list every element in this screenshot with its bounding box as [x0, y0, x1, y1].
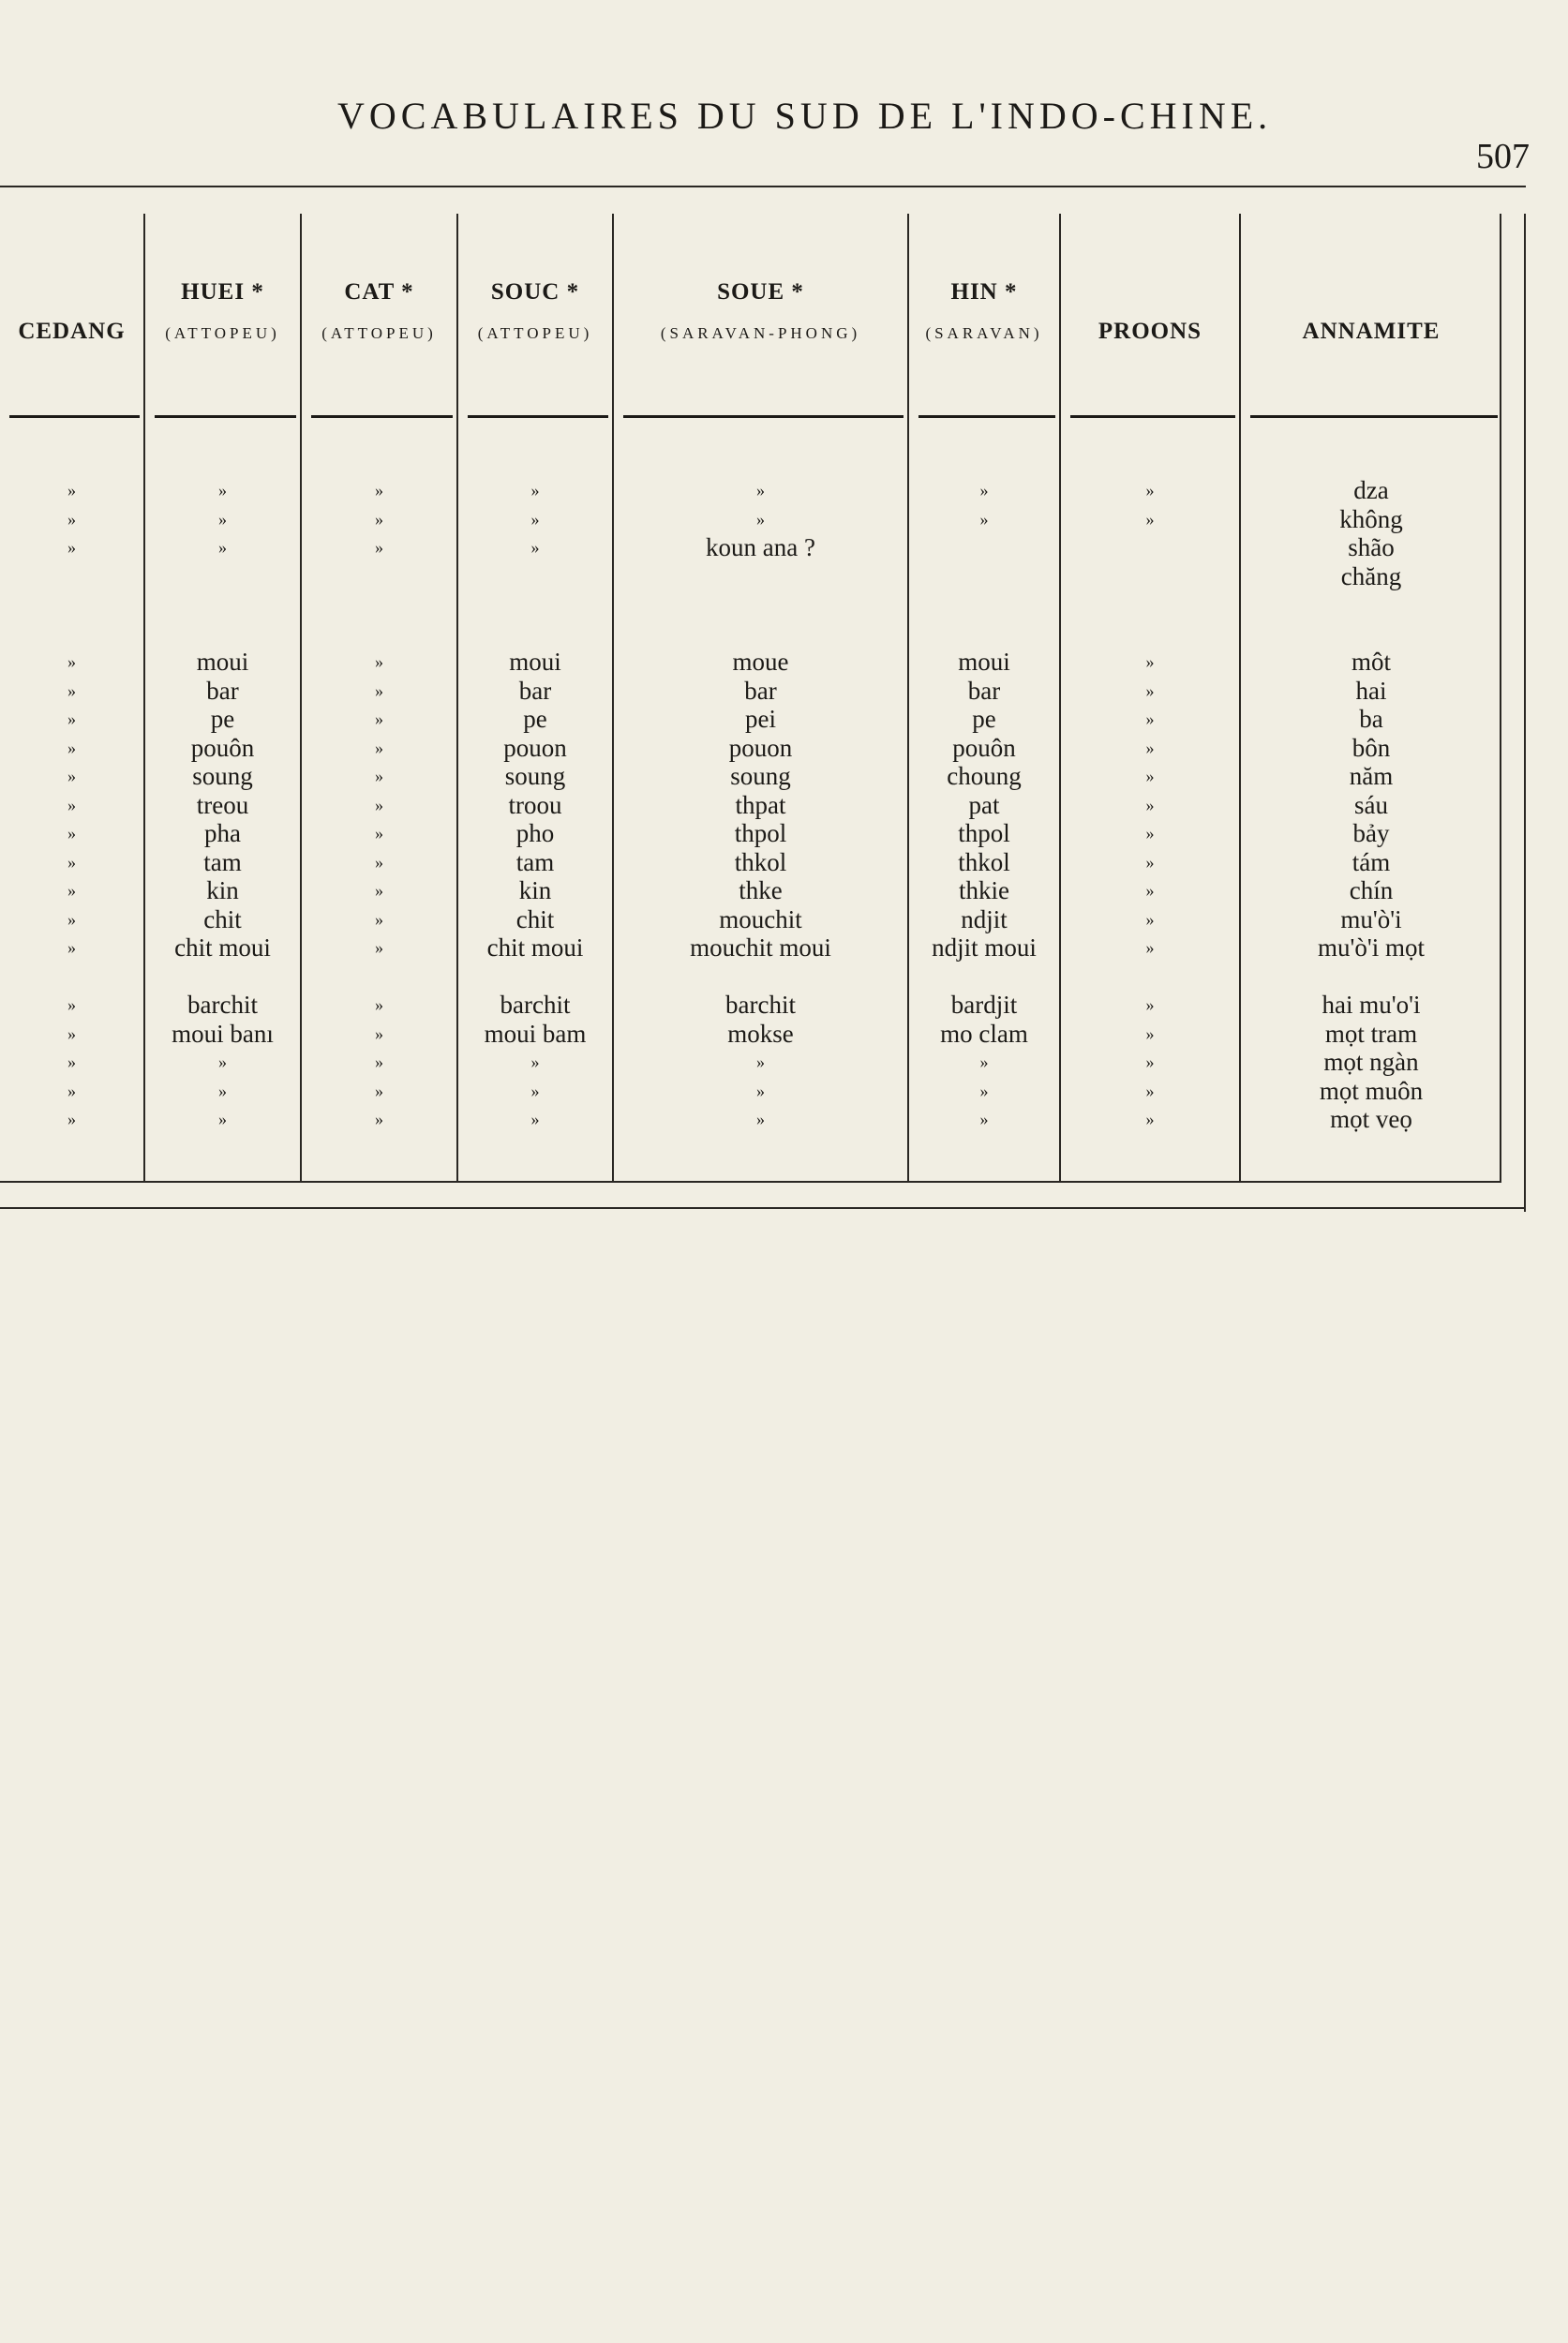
- column-souc: [456, 214, 612, 1183]
- table-cell-empty: [458, 619, 612, 649]
- page-title: VOCABULAIRES DU SUD DE L'INDO-CHINE.: [337, 95, 1273, 137]
- table-cell: »: [530, 509, 540, 529]
- column-header: [614, 214, 907, 410]
- table-cell: troou: [508, 790, 562, 819]
- column-cat: [300, 214, 456, 1183]
- column-header-name: HIN *: [950, 279, 1018, 305]
- table-cell: bar: [518, 676, 552, 705]
- table-cell-empty: [302, 963, 456, 992]
- table-cell: »: [375, 652, 383, 671]
- column-hin: [907, 214, 1059, 1183]
- column-header: [145, 214, 300, 410]
- table-cell: thkol: [958, 847, 1010, 876]
- table-cell-empty: [909, 963, 1059, 992]
- table-cell-empty: [1241, 963, 1501, 992]
- table-cell: thpat: [735, 790, 786, 819]
- column-header-name: CAT *: [344, 279, 414, 305]
- table-cell: ndjit: [961, 904, 1008, 933]
- vocabulary-table: [0, 214, 1526, 1212]
- table-cell-empty: [145, 619, 300, 649]
- table-cell-empty: [1241, 619, 1501, 649]
- table-cell: mọt ngàn: [1323, 1048, 1419, 1076]
- table-cell: »: [756, 1110, 765, 1128]
- table-cell-empty: [145, 963, 300, 992]
- table-cell-empty: [909, 619, 1059, 649]
- table-cell: »: [375, 795, 383, 814]
- table-cell-empty: [614, 590, 907, 619]
- column-header: [302, 214, 456, 410]
- table-cell: chit: [515, 904, 555, 933]
- table-cell: »: [979, 1052, 989, 1071]
- table-cell: »: [375, 1052, 383, 1071]
- table-cell: moui: [509, 648, 561, 676]
- top-rule: [0, 186, 1526, 187]
- column-cells: [458, 476, 612, 1134]
- table-cell: »: [375, 767, 383, 785]
- header-underline: [623, 415, 903, 418]
- table-cell: pe: [972, 705, 996, 733]
- table-cell: pei: [745, 705, 776, 733]
- table-cell: »: [375, 1110, 383, 1128]
- table-cell: hai mu'o'i: [1322, 991, 1421, 1019]
- table-cell: »: [1145, 652, 1155, 671]
- table-cell: »: [375, 509, 383, 529]
- table-cell: »: [1145, 938, 1155, 957]
- table-cell: pha: [204, 819, 241, 847]
- table-cell: »: [67, 709, 76, 728]
- column-header-name: PROONS: [1098, 319, 1202, 344]
- table-cell: »: [375, 938, 383, 957]
- table-cell: »: [1145, 1023, 1155, 1043]
- table-cell: »: [1145, 767, 1155, 785]
- table-cell: chăng: [1340, 561, 1402, 590]
- table-cell: »: [1145, 1081, 1155, 1100]
- table-cell: mouchit moui: [690, 933, 831, 962]
- table-cell: mu'ò'i mọt: [1318, 933, 1425, 962]
- table-cell: soung: [504, 762, 566, 790]
- table-cell-empty: [145, 562, 300, 591]
- header-underline: [1250, 415, 1498, 418]
- column-header-region: (SARAVAN): [925, 324, 1043, 342]
- table-cell: pe: [523, 705, 547, 733]
- table-cell: sáu: [1354, 790, 1388, 819]
- column-cells: [145, 476, 300, 1134]
- table-cell: choung: [947, 762, 1022, 790]
- table-cell: kin: [206, 876, 239, 904]
- column-cells: [909, 476, 1059, 1134]
- column-cedang: [0, 214, 143, 1183]
- table-cell: »: [1145, 738, 1155, 757]
- table-cell: mu'ò'i: [1340, 904, 1402, 933]
- table-cell: tam: [515, 847, 555, 876]
- table-cell: bảy: [1352, 819, 1390, 847]
- table-cell: pouon: [503, 733, 567, 762]
- table-cell: kin: [518, 876, 552, 904]
- table-cell: hai: [1355, 676, 1387, 705]
- table-cell: bôn: [1351, 733, 1391, 762]
- table-cell-empty: [614, 619, 907, 649]
- table-cell-empty: [458, 562, 612, 591]
- table-cell-empty: [302, 562, 456, 591]
- column-header-name: SOUC *: [490, 279, 580, 305]
- table-cell: »: [67, 509, 76, 529]
- table-cell: »: [979, 481, 989, 500]
- table-cell: »: [67, 852, 76, 872]
- table-cell: »: [530, 538, 540, 557]
- table-cell-empty: [1061, 963, 1239, 992]
- table-cell: »: [1145, 1052, 1155, 1071]
- column-header: [458, 214, 612, 410]
- table-cell: barchit: [187, 991, 258, 1019]
- table-cell: »: [530, 1052, 540, 1071]
- table-cell: »: [1145, 509, 1155, 529]
- table-cell: bar: [744, 676, 777, 705]
- table-cell: thpol: [958, 819, 1010, 847]
- table-cell: »: [67, 909, 76, 929]
- table-cell: shão: [1348, 533, 1395, 561]
- table-cell: »: [375, 852, 383, 872]
- table-cell: moui banı: [172, 1019, 274, 1048]
- table-cell: »: [375, 909, 383, 929]
- table-cell: moui: [196, 648, 249, 676]
- table-cell: soung: [730, 762, 791, 790]
- table-cell: »: [1145, 824, 1155, 843]
- table-cell: »: [1145, 909, 1155, 929]
- table-cell: »: [375, 538, 383, 557]
- table-cell: năm: [1349, 762, 1394, 790]
- table-cell: pouôn: [190, 733, 255, 762]
- column-header-region: (ATTOPEU): [165, 324, 280, 342]
- table-cell: »: [67, 1110, 76, 1128]
- table-cell: »: [375, 680, 383, 700]
- table-cell: »: [1145, 795, 1155, 814]
- table-cell: môt: [1351, 648, 1391, 676]
- header-underline: [468, 415, 608, 418]
- table-cell: »: [979, 509, 989, 529]
- table-cell: mouchit: [719, 904, 802, 933]
- column-cells: [302, 476, 456, 1134]
- table-cell: »: [375, 709, 383, 728]
- table-cell: soung: [192, 762, 253, 790]
- table-cell: »: [756, 1081, 765, 1100]
- table-cell: mọt veọ: [1330, 1105, 1412, 1133]
- table-cell-empty: [1061, 533, 1239, 562]
- table-cell: moui: [958, 648, 1010, 676]
- table-cell: »: [1145, 709, 1155, 728]
- table-inner-frame: [0, 214, 1501, 1183]
- table-cell: »: [67, 738, 76, 757]
- table-cell-empty: [0, 963, 143, 992]
- table-cell-empty: [458, 590, 612, 619]
- table-cell: mọt muôn: [1319, 1076, 1424, 1105]
- column-cells: [1241, 476, 1501, 1134]
- table-cell-empty: [302, 590, 456, 619]
- table-cell: »: [375, 995, 383, 1014]
- table-cell: »: [530, 1081, 540, 1100]
- header-underline: [9, 415, 140, 418]
- column-proons: [1059, 214, 1239, 1183]
- column-header: [1061, 214, 1239, 410]
- table-cell: treou: [196, 790, 249, 819]
- column-header-name: CEDANG: [18, 319, 126, 344]
- table-cell: »: [375, 881, 383, 900]
- column-header-name: HUEI *: [181, 279, 264, 305]
- header-underline: [1070, 415, 1235, 418]
- table-cell-empty: [0, 562, 143, 591]
- table-cell: »: [1145, 1110, 1155, 1128]
- table-cell: thkol: [734, 847, 787, 876]
- table-cell: thke: [739, 876, 783, 904]
- table-cell: moue: [732, 648, 789, 676]
- table-cell: moui bam: [484, 1019, 587, 1048]
- table-cell-empty: [614, 562, 907, 591]
- table-cell: »: [1145, 852, 1155, 872]
- table-cell: »: [67, 1052, 76, 1071]
- table-cell: tam: [203, 847, 242, 876]
- table-cell: chit moui: [174, 933, 271, 962]
- column-header-region: (SARAVAN-PHONG): [660, 324, 861, 342]
- table-cell: mo clam: [940, 1019, 1028, 1048]
- table-cell: »: [67, 795, 76, 814]
- table-cell: »: [218, 1081, 227, 1100]
- column-cells: [0, 476, 143, 1134]
- table-cell: thpol: [734, 819, 787, 847]
- table-cell: pe: [210, 705, 235, 733]
- table-cell: »: [756, 1052, 765, 1071]
- column-cells: [1061, 476, 1239, 1134]
- table-cell: »: [67, 680, 76, 700]
- table-cell-empty: [909, 562, 1059, 591]
- table-cell: mokse: [727, 1019, 794, 1048]
- table-cell-empty: [302, 619, 456, 649]
- table-cell-empty: [909, 533, 1059, 562]
- table-cell: »: [218, 1110, 227, 1128]
- column-annamite: [1239, 214, 1501, 1183]
- table-cell-empty: [614, 963, 907, 992]
- table-cell: »: [756, 509, 765, 529]
- table-cell: »: [1145, 481, 1155, 500]
- column-cells: [614, 476, 907, 1134]
- table-cell: »: [375, 481, 383, 500]
- column-header-name: ANNAMITE: [1302, 319, 1441, 344]
- column-soue: [612, 214, 907, 1183]
- table-cell: thkie: [959, 876, 1009, 904]
- table-cell: barchit: [500, 991, 571, 1019]
- table-cell: »: [67, 481, 76, 500]
- table-cell: »: [218, 1052, 227, 1071]
- table-cell: ba: [1359, 705, 1383, 733]
- table-cell: chín: [1349, 876, 1394, 904]
- table-cell-empty: [1061, 562, 1239, 591]
- table-cell: »: [979, 1110, 989, 1128]
- table-cell: mọt tram: [1324, 1019, 1418, 1048]
- header-underline: [311, 415, 453, 418]
- table-cell-empty: [909, 590, 1059, 619]
- table-cell: »: [756, 481, 765, 500]
- table-cell: pat: [968, 790, 1000, 819]
- table-cell-empty: [458, 963, 612, 992]
- table-cell: pho: [515, 819, 555, 847]
- table-cell: tám: [1351, 847, 1391, 876]
- table-cell: »: [218, 538, 227, 557]
- table-cell: chit moui: [486, 933, 584, 962]
- table-cell: »: [1145, 995, 1155, 1014]
- table-cell-empty: [145, 590, 300, 619]
- column-huei: [143, 214, 300, 1183]
- table-cell: pouon: [728, 733, 793, 762]
- table-cell: không: [1339, 504, 1403, 533]
- column-header-region: (ATTOPEU): [321, 324, 437, 342]
- table-cell-empty: [1241, 590, 1501, 619]
- table-cell: »: [67, 767, 76, 785]
- table-cell: »: [67, 652, 76, 671]
- table-cell: »: [530, 481, 540, 500]
- table-cell: »: [67, 938, 76, 957]
- table-cell: bar: [206, 676, 239, 705]
- table-cell: »: [67, 824, 76, 843]
- table-cell: »: [67, 1081, 76, 1100]
- table-cell: dza: [1353, 476, 1389, 504]
- table-cell: »: [218, 509, 227, 529]
- header-underline: [155, 415, 296, 418]
- table-cell: »: [1145, 680, 1155, 700]
- table-cell: ndjit moui: [932, 933, 1037, 962]
- table-cell-empty: [1061, 619, 1239, 649]
- table-cell: bardjit: [950, 991, 1018, 1019]
- table-cell: »: [530, 1110, 540, 1128]
- column-header: [1241, 214, 1501, 410]
- column-header: [0, 214, 143, 410]
- column-header: [909, 214, 1059, 410]
- table-cell: »: [375, 1023, 383, 1043]
- table-cell-empty: [1061, 590, 1239, 619]
- header-underline: [918, 415, 1055, 418]
- table-cell: »: [979, 1081, 989, 1100]
- column-header-region: (ATTOPEU): [477, 324, 593, 342]
- table-cell: »: [375, 824, 383, 843]
- table-cell: »: [218, 481, 227, 500]
- table-cell: barchit: [725, 991, 796, 1019]
- table-cell: koun ana ?: [706, 533, 815, 561]
- table-cell: »: [67, 538, 76, 557]
- table-cell: bar: [967, 676, 1001, 705]
- table-cell: »: [67, 1023, 76, 1043]
- page-number: 507: [1476, 137, 1530, 176]
- table-cell: »: [67, 995, 76, 1014]
- table-cell-empty: [0, 590, 143, 619]
- column-header-name: SOUE *: [717, 279, 804, 305]
- table-cell: chit: [203, 904, 242, 933]
- table-cell-empty: [0, 619, 143, 649]
- table-outer-bottom-rule: [0, 1207, 1526, 1209]
- table-cell: »: [375, 1081, 383, 1100]
- table-cell: pouôn: [952, 733, 1016, 762]
- table-cell: »: [67, 881, 76, 900]
- table-cell: »: [375, 738, 383, 757]
- table-cell: »: [1145, 881, 1155, 900]
